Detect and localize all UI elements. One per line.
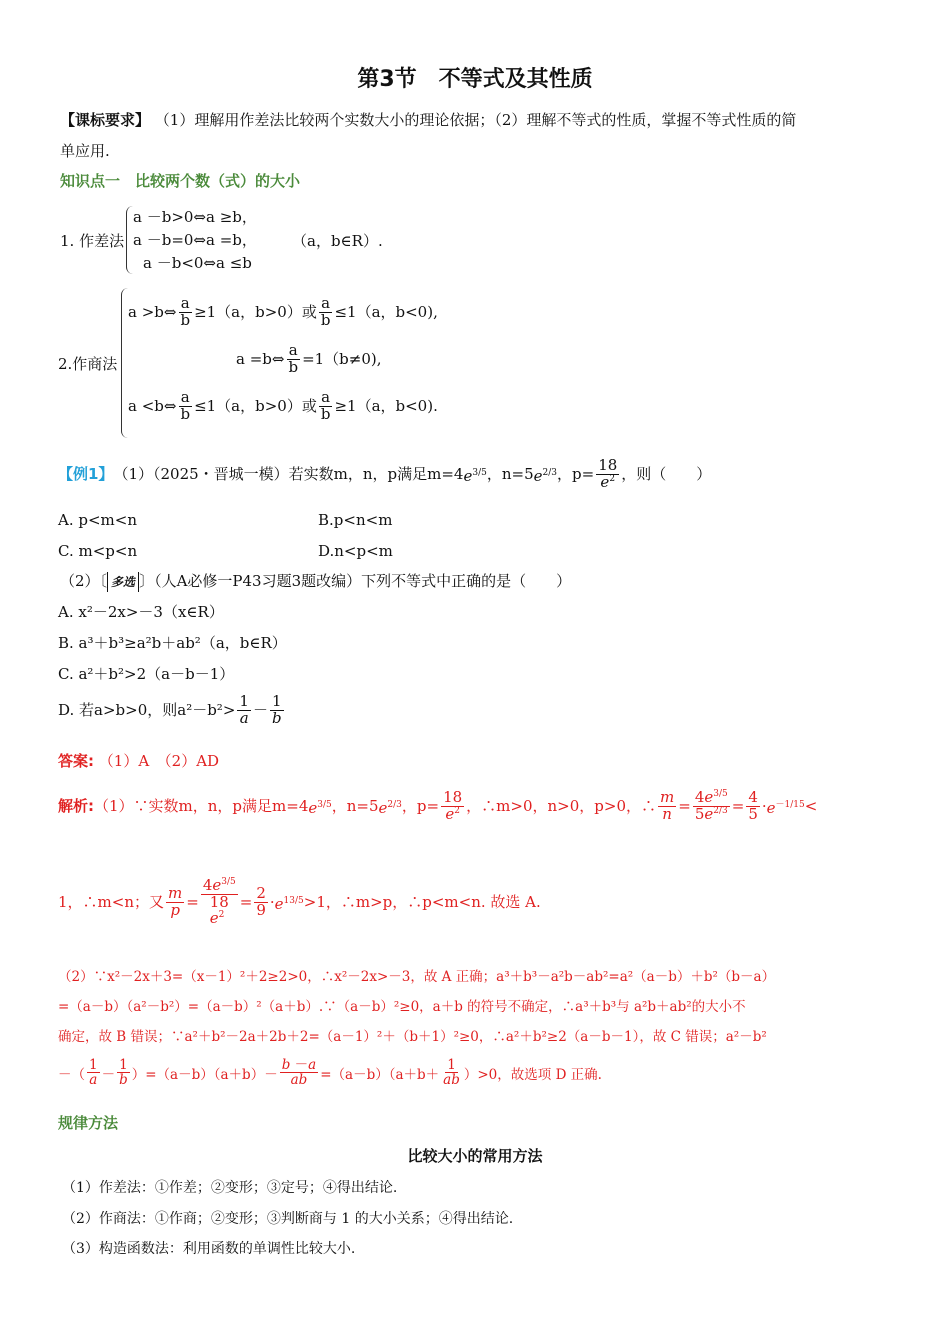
quotient-brace	[121, 288, 128, 438]
quotient-row-2: a =b⇔ $\frac{a}{b}$ =1（b≠0),	[236, 341, 382, 376]
requirements-line2: 单应用.	[60, 142, 110, 160]
option-2A: A. x²－2x>－3（x∈R）	[58, 603, 224, 621]
fraction-m-over-n: $\frac{m}{n}$	[660, 788, 675, 823]
analysis-label: 解析:	[58, 797, 94, 816]
analysis-part2-line4: －（ $\frac{1}{a}$ － $\frac{1}{b}$ ）=（a－b）（a＋b）－ $\frac{b -a}{ab}$ =（a－b）（a＋b＋ $\frac{1}{ab}$ ）>0，故选项 D 正确.	[58, 1057, 602, 1089]
difference-brace	[126, 206, 133, 274]
difference-method-label: 1. 作差法	[60, 232, 125, 250]
difference-row-2: a －b=0⇔a =b，	[133, 231, 257, 249]
analysis-line2: 1，∴m<n；又 $\frac{m}{p}$ = $4e^{3/5}$ 18 $e^2$ = $\frac{2}{9}$ · $e^{13/5}$ >1，∴m>p，∴p<m<n. 故选 A.	[58, 876, 541, 927]
answer-label: 答案:	[58, 752, 94, 770]
fraction-a-over-b: $\frac{a}{b}$	[180, 294, 191, 329]
fraction-a-over-b: $\frac{a}{b}$	[288, 341, 299, 376]
answer-text: （1）A （2）AD	[98, 752, 220, 770]
option-1B: B.p<n<m	[318, 511, 393, 529]
difference-row-1: a －b>0⇔a ≥b，	[133, 208, 257, 226]
fraction-1-over-b: $\frac{1}{b}$	[271, 692, 282, 727]
example1-question2: （2）〔 多选 〕（人A必修一P43习题3题改编）下列不等式中正确的是（ ）	[60, 572, 572, 590]
option-1D: D.n<p<m	[318, 542, 393, 560]
requirements-line1	[60, 110, 796, 130]
quotient-method-label: 2.作商法	[58, 355, 118, 373]
analysis-part2-line3: 确定，故 B 错误；∵a²＋b²－2a＋2b＋2=（a－1）²＋（b＋1）²≥0，∴a²＋b²≥2（a－b－1），故 C 错误；a²－b²	[58, 1029, 767, 1045]
fraction-a-over-b: $\frac{a}{b}$	[320, 388, 331, 423]
multi-select-tag: 多选	[107, 572, 139, 592]
fraction-18-over-e2: $\frac{18}{e^2}$	[598, 456, 618, 491]
option-1C: C. m<p<n	[58, 542, 138, 560]
quotient-row-1: a >b⇔ $\frac{a}{b}$ ≥1（a，b>0）或 $\frac{a}{b}$ ≤1（a，b<0),	[128, 294, 438, 329]
difference-row-3: a －b<0⇔a ≤b	[143, 254, 252, 272]
example1-question1: 【例1】 （1）（2025・晋城一模）若实数m，n，p满足m=4 $e^{3/5}$ ，n=5 $e^{2/3}$ ，p= $\frac{18}{e^2}$ ，则（ ）	[58, 456, 712, 491]
method-item-1: （1）作差法：①作差；②变形；③定号；④得出结论.	[62, 1180, 398, 1196]
example1-label: 【例1】	[58, 465, 114, 484]
fraction-m-over-p: $\frac{m}{p}$	[168, 883, 183, 919]
quotient-row-3: a <b⇔ $\frac{a}{b}$ ≤1（a，b>0）或 $\frac{a}{b}$ ≥1（a，b<0).	[128, 388, 438, 423]
fraction-a-over-b: $\frac{a}{b}$	[320, 294, 331, 329]
difference-condition: （a，b∈R）.	[292, 232, 383, 250]
option-1A: A. p<m<n	[58, 511, 137, 529]
method-item-3: （3）构造函数法：利用函数的单调性比较大小.	[62, 1241, 356, 1257]
analysis-part2-line2: =（a－b）（a²－b²）=（a－b）²（a＋b）.∵（a－b）²≥0，a＋b 的符号不确定，∴a³＋b³与 a²b＋ab²的大小不	[58, 999, 746, 1015]
method-subtitle: 比较大小的常用方法	[407, 1147, 543, 1165]
fraction-1-over-a: $\frac{1}{a}$	[239, 692, 249, 727]
method-heading: 规律方法	[58, 1114, 119, 1132]
option-2D: D. 若a>b>0，则a²－b²> $\frac{1}{a}$ － $\frac{1}{b}$	[58, 692, 282, 727]
method-item-2: （2）作商法：①作商；②变形；③判断商与 1 的大小关系；④得出结论.	[62, 1211, 514, 1227]
page-title: 第3节 不等式及其性质	[357, 67, 593, 92]
option-2C: C. a²＋b²>2（a－b－1）	[58, 665, 235, 683]
option-2B: B. a³＋b³≥a²b＋ab²（a，b∈R）	[58, 634, 287, 652]
analysis-line1: 解析: （1）∵实数m，n，p满足m=4 $e^{3/5}$ ，n=5 $e^{2/3}$ ，p= $\frac{18}{e^2}$ ，∴m>0，n>0，p>0，∴ $\frac{m}{n}$ = $\frac{4e^{3/5}}{5e^{2/3}}$ = $\frac{4}{5}$ · $e^{-1/15}$ <	[58, 788, 818, 823]
fraction-a-over-b: $\frac{a}{b}$	[180, 388, 191, 423]
requirements-label: 【课标要求】	[60, 111, 151, 129]
analysis-part2-line1: （2）∵x²－2x＋3=（x－1）²＋2≥2>0，∴x²－2x>－3，故 A 正确；a³＋b³－a²b－ab²=a²（a－b）＋b²（b－a）	[58, 969, 776, 985]
knowledge-point-heading: 知识点一 比较两个数（式）的大小	[60, 172, 301, 190]
answer-line	[58, 751, 219, 771]
requirements-text: （1）理解用作差法比较两个实数大小的理论依据；（2）理解不等式的性质，掌握不等式性质的简	[154, 111, 797, 129]
